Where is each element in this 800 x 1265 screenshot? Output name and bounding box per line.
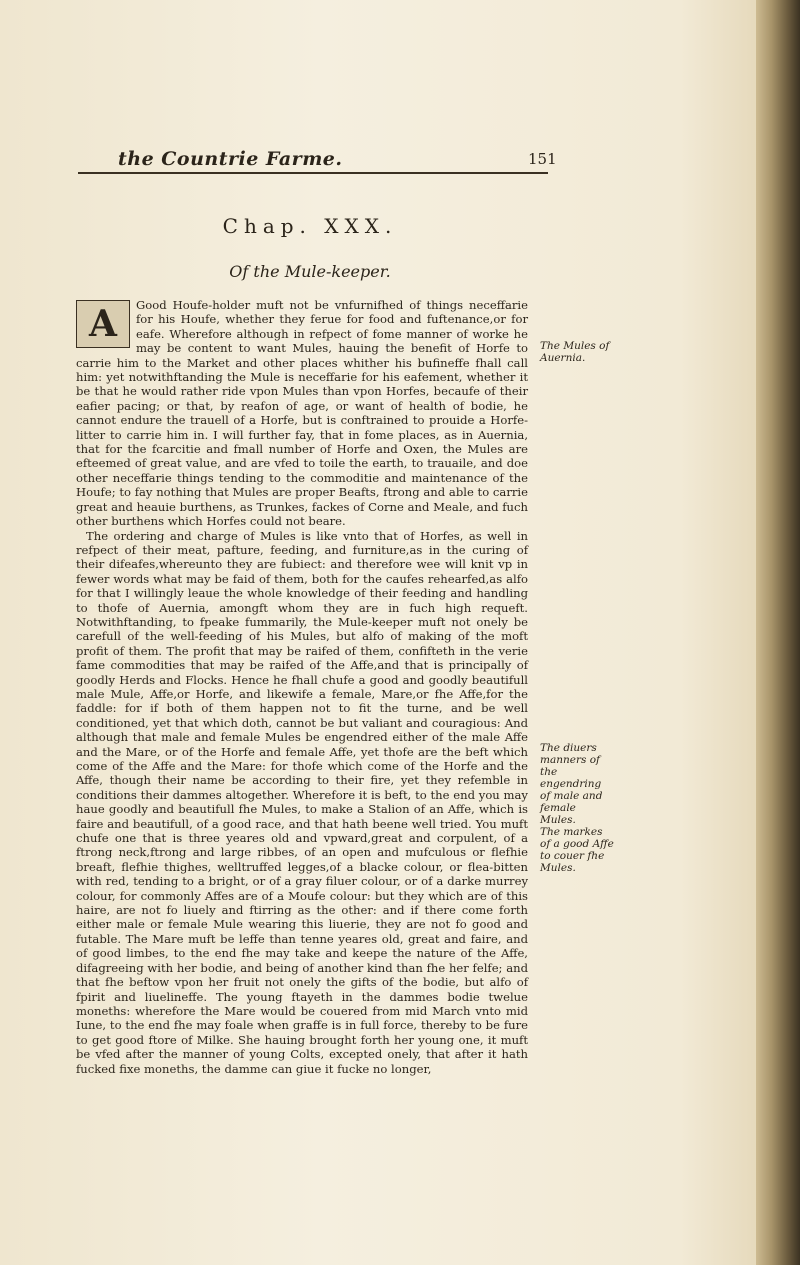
- paragraph: [76, 298, 528, 529]
- paragraph: The ordering and charge of Mules is like vnto that of Horfes, as well in refpect of their meat, pafture, feeding, and furniture,as in the curing of their difeafes,whereunto they are fubiect: and therefore wee will knit vp in fewer words what may be faid of them, both for the caufes rehearfed,as alfo for that I willingly leaue the whole knowledge of their feeding and handling to thofe of Auernia, amongft whom they are in fuch high requeft. Notwithftanding, to fpeake fummarily, the Mule-keeper muft not onely be carefull of the well-feeding of his Mules, but alfo of making of the moft profit of them. The profit that may be raifed of them, confifteth in the verie fame commodities that may be raifed of the Affe,and that is principally of goodly Herds and Flocks. Hence he fhall chufe a good and goodly beautifull male Mule, Affe,or Horfe, and likewife a female, Mare,or fhe Affe,for the faddle: for if both of them happen not to fit the turne, and be well conditioned, yet that which doth, cannot be but valiant and couragious: And although that male and female Mules be engendred either of the male Affe and the Mare, or of the Horfe and female Affe, yet thofe are the beft which come of the Affe and the Mare: for thofe which come of the Horfe and the Affe, though their name be according to their fire, yet they refemble in conditions their dammes altogether. Wherefore it is beft, to the end you may haue goodly and beautifull fhe Mules, to make a Stalion of an Affe, which is faire and beautifull, of a good race, and that hath beene well tried. You muft chufe one that is three yeares old and vpward,great and corpulent, of a ftrong neck,ftrong and large ribbes, of an open and mufculous or flefhie breaft, flefhie thighes, welltruffed legges,of a blacke colour, or flea-bitten with red, tending to a bright, or of a gray filuer colour, or of a darke murrey colour, for commonly Affes are of a Moufe colour: but they which are of this haire, are not fo liuely and ftirring as the other: and if there come forth either male or female Mule wearing this liuerie, they are not fo good and futable. The Mare muft be leffe than tenne yeares old, great and faire, and of good limbes, to the end fhe may take and keepe the nature of the Affe, difagreeing with her bodie, and being of another kind than fhe her felfe; and that fhe beftow vpon her fruit not onely the gifts of the bodie, but alfo of fpirit and liuelineffe. The young ftayeth in the dammes bodie twelue moneths: wherefore the Mare would be couered from mid March vnto mid Iune, to the end fhe may foale when graffe is in full force, thereby to be fure to get good ftore of Milke. She hauing brought forth her young one, it muft be vfed after the manner of young Colts, excepted onely, that after it hath fucked fixe moneths, the damme can giue it fucke no longer,: [76, 528, 528, 1076]
- header-rule: [78, 172, 548, 174]
- decorated-initial-letter: A: [76, 300, 130, 348]
- book-spine: [756, 0, 800, 1265]
- margin-note: The markes of a good Affe to couer fhe Mules.: [540, 826, 614, 874]
- page-number: 151: [528, 150, 557, 168]
- chapter-subtitle: Of the Mule-keeper.: [229, 262, 391, 281]
- margin-note: The diuers manners of the engendring of male and female Mules.: [540, 742, 603, 826]
- running-title: the Countrie Farme.: [118, 148, 343, 170]
- paragraph-text: Good Houfe-holder muft not be vnfurnifhed of things neceffarie for his Houfe, whether they ferue for food and fuftenance,or for eafe. Wherefore although in refpect of fome manner of worke he may be content to want Mules, hauing the benefit of Horfe to carrie him to the Market and other places whither his bufineffe fhall call him: yet notwithftanding the Mule is neceffarie for his eafement, whether it be that he would rather ride vpon Mules than vpon Horfes, becaufe of their eafier pacing; or that, by reafon of age, or want of health of bodie, he cannot endure the trauell of a Horfe, but is conftrained to prouide a Horfe-litter to carrie him in. I will further fay, that in fome places, as in Auernia, that for the fcarcitie and fmall number of Horfe and Oxen, the Mules are efteemed of great value, and are vfed to toile the earth, to trauaile, and doe other neceffarie things tending to the commoditie and maintenance of the Houfe; to fay nothing that Mules are proper Beafts, ftrong and able to carrie great and heauie burthens, as Trunkes, fackes of Corne and Meale, and fuch other burthens which Horfes could not beare.: [76, 298, 528, 529]
- margin-note: The Mules of Auernia.: [540, 340, 610, 364]
- body-text: [76, 298, 528, 1076]
- chapter-heading: Chap. XXX.: [222, 214, 398, 238]
